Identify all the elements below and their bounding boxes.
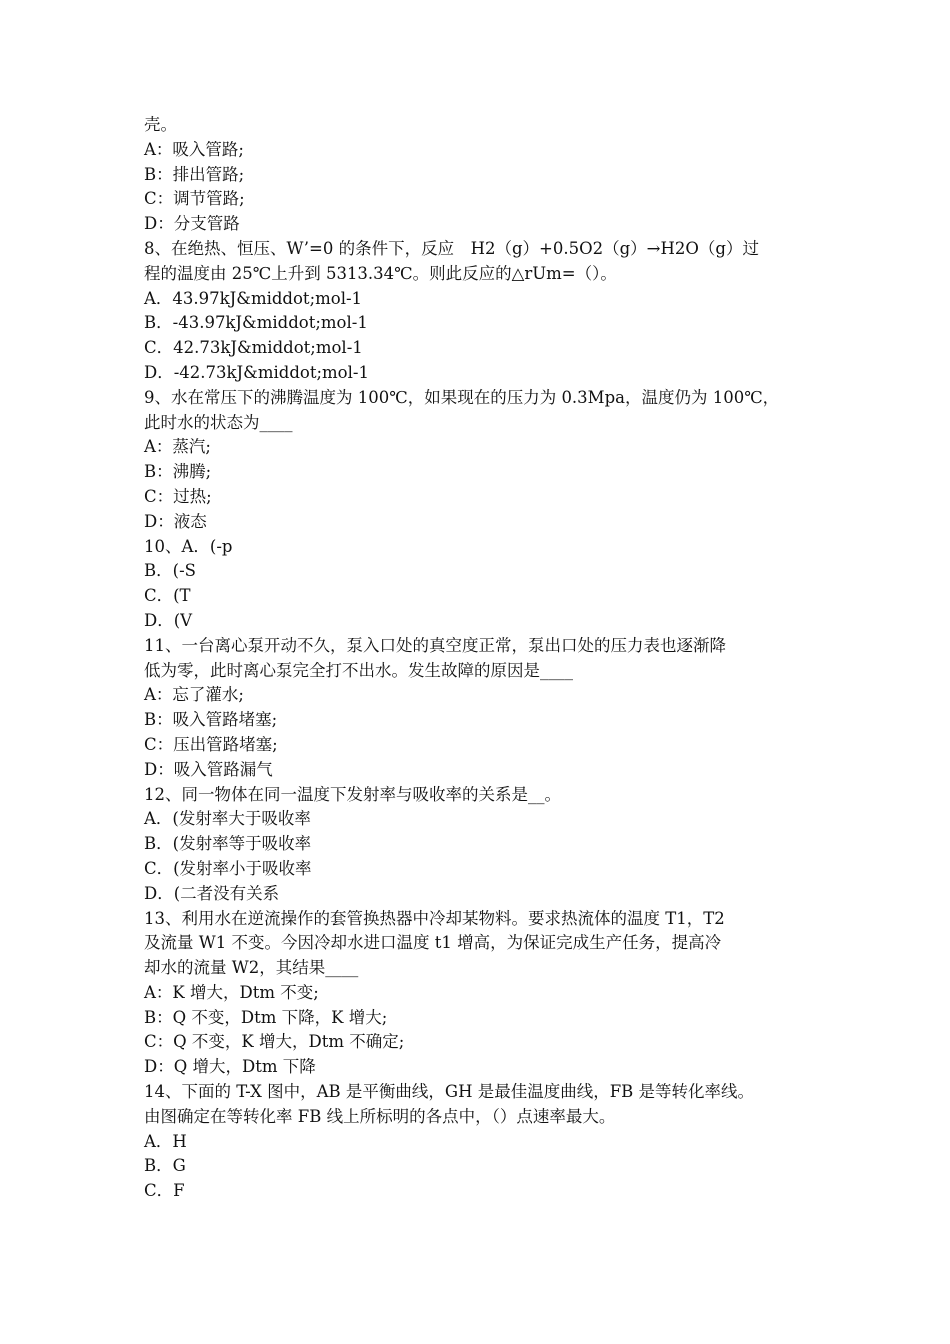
option-line: D．(二者没有关系 <box>144 883 280 903</box>
option-line: C．(T <box>144 586 191 606</box>
option-line: C：Q 不变，K 增大，Dtm 不确定; <box>144 1032 405 1052</box>
option-line: B：吸入管路堵塞; <box>144 710 278 730</box>
option-line: C：压出管路堵塞; <box>144 734 278 754</box>
question-line: 13、利用水在逆流操作的套管换热器中冷却某物料。要求热流体的温度 T1，T2 <box>144 908 725 928</box>
option-line: A．(发射率大于吸收率 <box>144 809 311 829</box>
option-line: C．F <box>144 1181 185 1201</box>
option-line: D：吸入管路漏气 <box>144 759 273 779</box>
option-line: C：过热; <box>144 486 212 506</box>
option-line: B：排出管路; <box>144 164 245 184</box>
question-line: 12、同一物体在同一温度下发射率与吸收率的关系是__。 <box>144 784 561 804</box>
question-line: 9、水在常压下的沸腾温度为 100℃，如果现在的压力为 0.3Mpa，温度仍为 100℃， <box>144 387 780 407</box>
option-line: B．G <box>144 1156 186 1176</box>
question-line: 此时水的状态为____ <box>144 412 293 432</box>
option-line: C．(发射率小于吸收率 <box>144 858 312 878</box>
option-line: C：调节管路; <box>144 189 245 209</box>
option-line: B．(发射率等于吸收率 <box>144 834 312 854</box>
question-line: 14、下面的 T-X 图中，AB 是平衡曲线，GH 是最佳温度曲线，FB 是等转化率线。 <box>144 1082 755 1102</box>
question-line: 10、A．(-p <box>144 536 233 556</box>
option-line: D：液态 <box>144 511 207 531</box>
option-line: D：Q 增大，Dtm 下降 <box>144 1057 316 1077</box>
question-line: 由图确定在等转化率 FB 线上所标明的各点中，（）点速率最大。 <box>144 1106 616 1126</box>
question-line: 11、一台离心泵开动不久，泵入口处的真空度正常，泵出口处的压力表也逐渐降 <box>144 635 726 655</box>
option-line: A：K 增大，Dtm 不变; <box>144 982 319 1002</box>
option-line: A．43.97kJ&middot;mol-1 <box>144 288 363 308</box>
question-line: 却水的流量 W2，其结果____ <box>144 958 359 978</box>
question-line: 及流量 W1 不变。今因冷却水进口温度 t1 增高，为保证完成生产任务，提高冷 <box>144 933 722 953</box>
document-page <box>144 113 808 1204</box>
option-line: A：蒸汽; <box>144 437 211 457</box>
option-line: D．(V <box>144 610 193 630</box>
option-line: A．H <box>144 1131 187 1151</box>
option-line: D：分支管路 <box>144 214 240 234</box>
question-line: 低为零，此时离心泵完全打不出水。发生故障的原因是____ <box>144 660 573 680</box>
option-line: B：Q 不变，Dtm 下降，K 增大; <box>144 1007 388 1027</box>
option-line: B．(-S <box>144 561 196 581</box>
option-line: D．-42.73kJ&middot;mol-1 <box>144 362 369 382</box>
option-line: A：忘了灌水; <box>144 685 244 705</box>
text-line: 壳。 <box>144 115 177 134</box>
option-line: C．42.73kJ&middot;mol-1 <box>144 338 363 358</box>
question-line: 8、在绝热、恒压、W’=0 的条件下，反应 H2（g）+0.5O2（g）→H2O（g）过 <box>144 238 759 258</box>
option-line: B：沸腾; <box>144 462 212 482</box>
option-line: A：吸入管路; <box>144 139 244 159</box>
question-line: 程的温度由 25℃上升到 5313.34℃。则此反应的△rUm=（）。 <box>144 263 617 283</box>
option-line: B．-43.97kJ&middot;mol-1 <box>144 313 368 333</box>
